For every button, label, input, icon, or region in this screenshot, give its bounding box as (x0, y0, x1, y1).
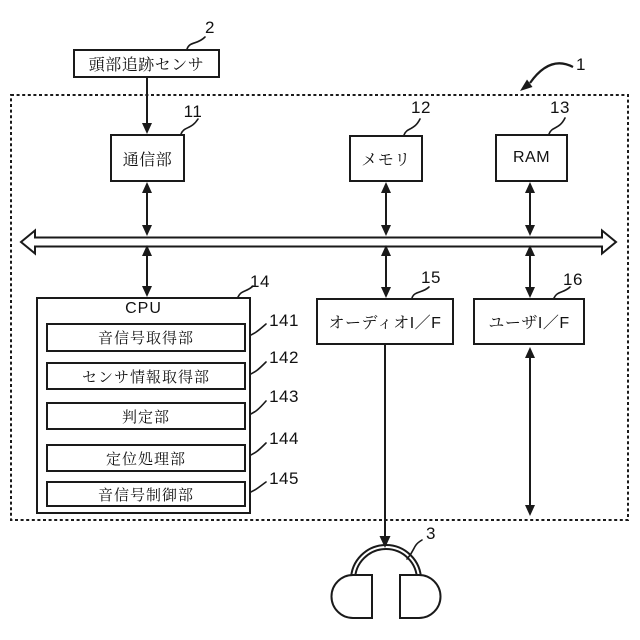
ref-141: 141 (269, 311, 299, 330)
ref-15-audio-if: 15 (421, 268, 441, 287)
memory-label: メモリ (361, 152, 411, 169)
head-tracking-sensor-box (73, 49, 220, 78)
ref-145: 145 (269, 469, 299, 488)
ref-1-system: 1 (576, 55, 586, 74)
ram-box (495, 134, 568, 182)
ref-13-ram: 13 (550, 98, 570, 117)
localization-processing-box (46, 444, 246, 472)
memory-box (349, 135, 423, 182)
sensor-info-acquisition-label: センサ情報取得部 (81, 368, 210, 386)
determination-unit-label: 判定部 (121, 408, 170, 426)
communication-unit-box (110, 134, 185, 182)
sound-signal-acquisition-box (46, 323, 246, 352)
determination-unit-box (46, 402, 246, 430)
ref-16-user-if: 16 (563, 270, 583, 289)
ref-142: 142 (269, 348, 299, 367)
ref-14-cpu: 14 (250, 272, 270, 291)
ref-11-comm: 11 (183, 102, 203, 121)
system-pointer-arrow (520, 63, 573, 91)
sound-signal-acquisition-label: 音信号取得部 (97, 330, 194, 347)
ref-144: 144 (269, 429, 299, 448)
user-interface-label: ユーザI／F (488, 315, 570, 332)
cpu-title: CPU (125, 300, 162, 317)
sound-signal-control-label: 音信号制御部 (97, 486, 194, 504)
ref-143: 143 (269, 387, 299, 406)
ram-label: RAM (512, 149, 551, 166)
sensor-info-acquisition-box (46, 362, 246, 390)
audio-interface-label: オーディオI／F (328, 315, 442, 332)
sound-signal-control-box (46, 481, 246, 507)
ref-3-headphones: 3 (426, 524, 436, 543)
audio-interface-box (316, 298, 454, 345)
ref-12-memory: 12 (411, 98, 431, 117)
bus-arrow (21, 231, 616, 254)
localization-processing-label: 定位処理部 (105, 450, 186, 468)
head-tracking-sensor-label: 頭部追跡センサ (88, 57, 205, 74)
headphones-icon (331, 545, 440, 618)
communication-unit-label: 通信部 (122, 151, 173, 169)
user-interface-box (473, 298, 585, 345)
ref-2-sensor: 2 (205, 18, 215, 37)
